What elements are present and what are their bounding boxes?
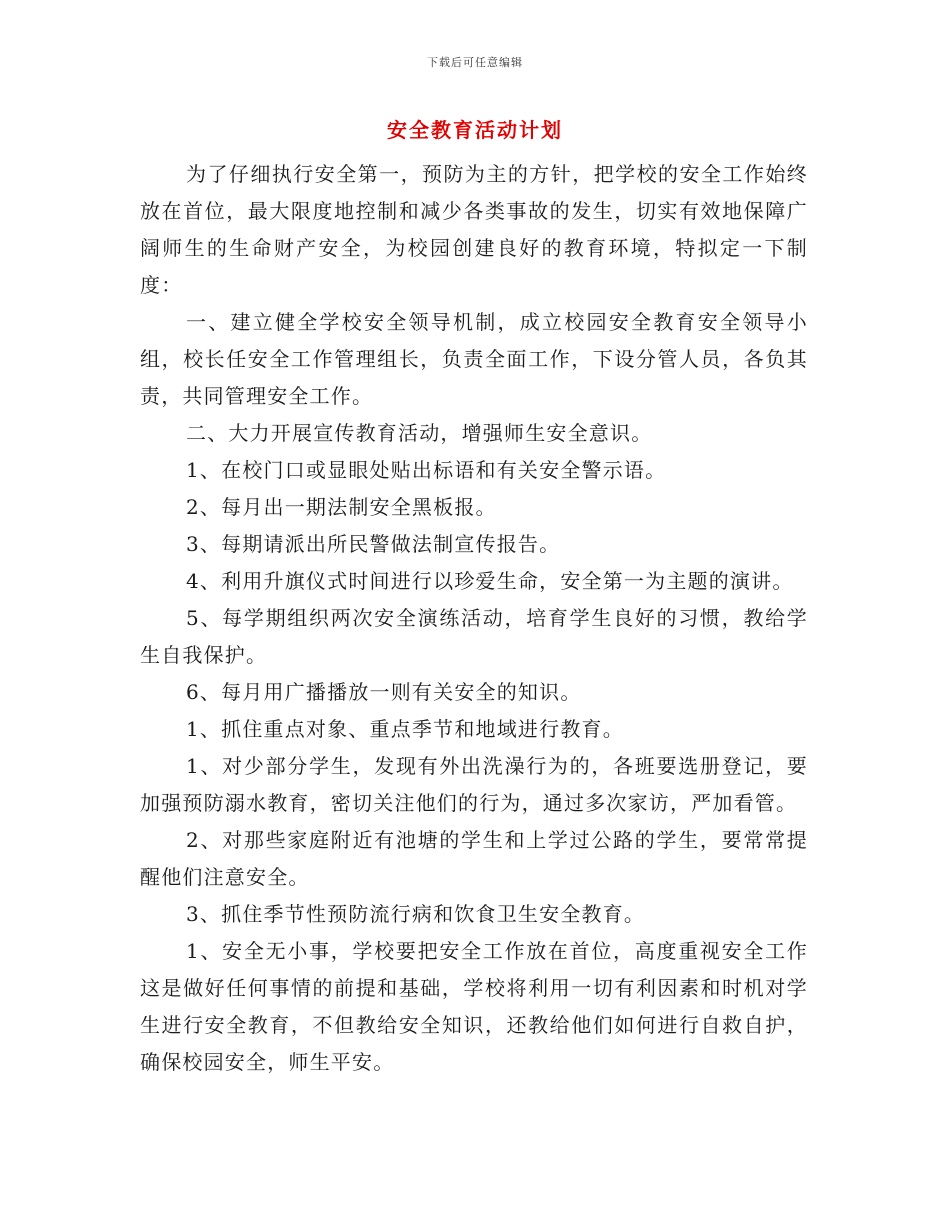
paragraph-section-1: 一、建立健全学校安全领导机制，成立校园安全教育安全领导小组，校长任安全工作管理组长，负责全面工作，下设分管人员，各负其责，共同管理安全工作。 [140,310,808,408]
document-body [140,156,808,1081]
paragraph-item: 1、抓住重点对象、重点季节和地域进行教育。 [186,717,624,741]
paragraph-item: 6、每月用广播播放一则有关安全的知识。 [186,680,582,704]
paragraph-section-2: 二、大力开展宣传教育活动，增强师生安全意识。 [186,421,653,445]
paragraph-item: 3、每期请派出所民警做法制宣传报告。 [186,532,561,556]
paragraph-item: 2、对那些家庭附近有池塘的学生和上学过公路的学生，要常常提醒他们注意安全。 [140,828,808,889]
paragraph-item: 4、利用升旗仪式时间进行以珍爱生命，安全第一为主题的演讲。 [186,569,794,593]
paragraph-item: 1、在校门口或显眼处贴出标语和有关安全警示语。 [186,458,667,482]
document-title: 安全教育活动计划 [387,118,563,142]
paragraph-item: 1、对少部分学生，发现有外出洗澡行为的，各班要选册登记，要加强预防溺水教育，密切关注他们的行为，通过多次家访，严加看管。 [140,754,808,815]
paragraph-intro: 为了仔细执行安全第一，预防为主的方针，把学校的安全工作始终放在首位，最大限度地控制和减少各类事故的发生，切实有效地保障广阔师生的生命财产安全，为校园创建良好的教育环境，特拟定一下制度： [140,162,808,297]
paragraph-item: 5、每学期组织两次安全演练活动，培育学生良好的习惯，教给学生自我保护。 [140,606,808,667]
paragraph-item: 2、每月出一期法制安全黑板报。 [186,495,497,519]
paragraph-item: 1、安全无小事，学校要把安全工作放在首位，高度重视安全工作这是做好任何事情的前提和基础，学校将利用一切有利因素和时机对学生进行安全教育，不但教给安全知识，还教给他们如何进行自救自护，确保校园安全，师生平安。 [140,939,808,1074]
page-header: 下载后可任意编辑 [427,56,523,69]
paragraph-item: 3、抓住季节性预防流行病和饮食卫生安全教育。 [186,902,646,926]
